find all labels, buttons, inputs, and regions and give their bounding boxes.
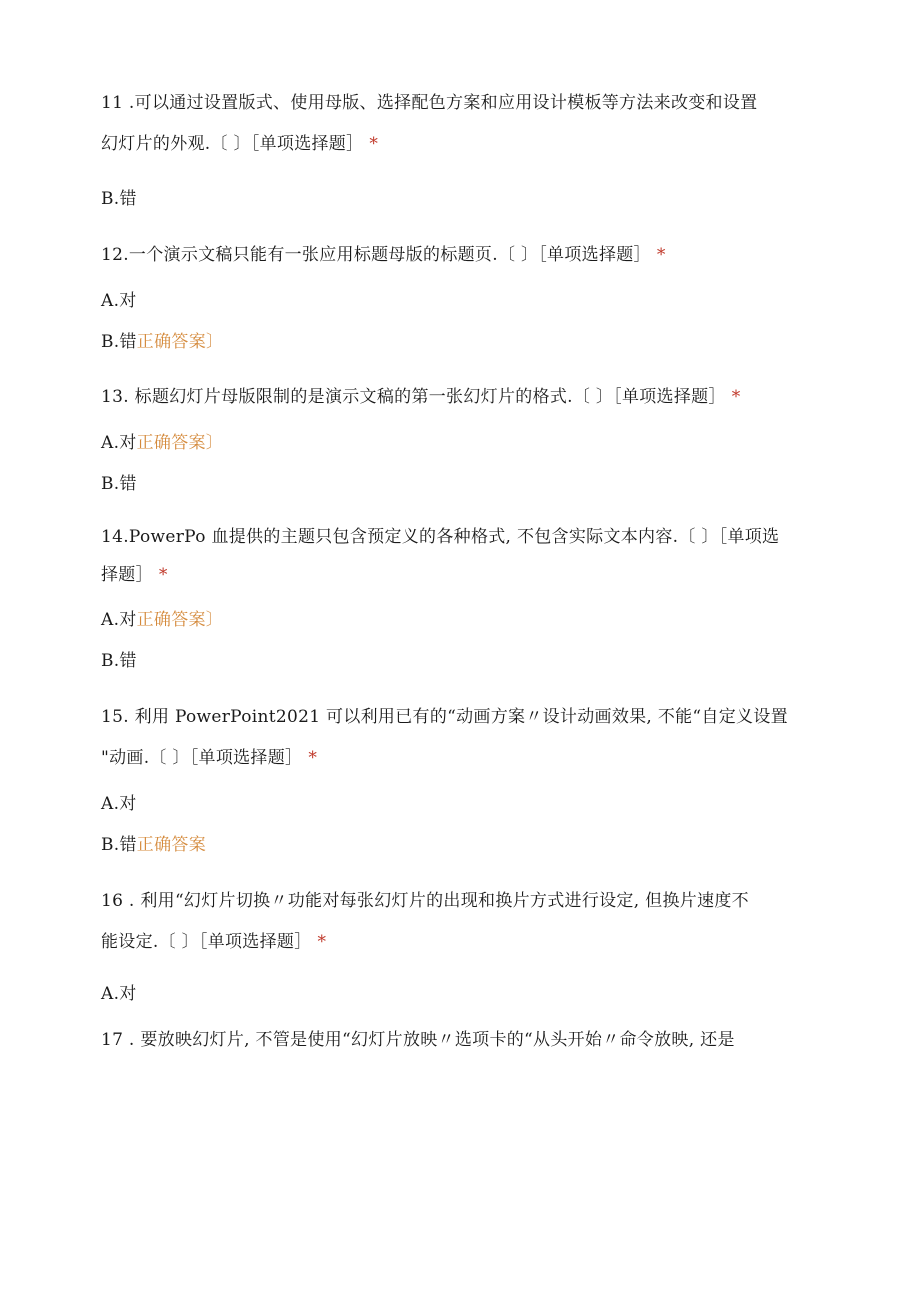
required-star-icon: * (308, 748, 318, 768)
question-17-text-line-1: 17 . 要放映幻灯片, 不管是使用“幻灯片放映〃选项卡的“从头开始〃命令放映, 还是 (101, 1030, 735, 1050)
question-15-text-line-2: "动画.〔 〕［单项选择题］ * (101, 748, 318, 768)
question-11-text-line-2: 幻灯片的外观.〔 〕［单项选择题］ * (101, 134, 379, 154)
correct-answer-label: 正确答案〕 (136, 332, 224, 352)
question-12-option-a[interactable]: A.对 (101, 291, 137, 311)
question-12-text-line-1: 12.一个演示文稿只能有一张应用标题母版的标题页.〔 〕［单项选择题］ * (101, 245, 666, 265)
required-star-icon: * (731, 387, 741, 407)
correct-answer-label: 正确答案 (136, 835, 206, 855)
correct-answer-label: 正确答案〕 (136, 433, 224, 453)
question-16-text-line-2: 能设定.〔 〕［单项选择题］ * (101, 932, 327, 952)
question-13-option-a[interactable]: A.对正确答案〕 (101, 433, 224, 453)
question-14-text-line-1: 14.PowerPo 血提供的主题只包含预定义的各种格式, 不包含实际文本内容.〔 〕［单项选 (101, 527, 780, 547)
question-14-option-b[interactable]: B.错 (101, 651, 137, 671)
required-star-icon: * (317, 932, 327, 952)
required-star-icon: * (158, 565, 168, 585)
required-star-icon: * (656, 245, 666, 265)
question-16-text-line-1: 16 . 利用“幻灯片切换〃功能对每张幻灯片的出现和换片方式进行设定, 但换片速度不 (101, 891, 749, 911)
question-15-option-a[interactable]: A.对 (101, 794, 137, 814)
question-14-text-line-2: 择题］ * (101, 565, 168, 585)
question-13-option-b[interactable]: B.错 (101, 474, 137, 494)
question-15-option-b[interactable]: B.错正确答案 (101, 835, 206, 855)
question-12-option-b[interactable]: B.错正确答案〕 (101, 332, 224, 352)
question-13-text-line-1: 13. 标题幻灯片母版限制的是演示文稿的第一张幻灯片的格式.〔 〕［单项选择题］ * (101, 387, 741, 407)
correct-answer-label: 正确答案〕 (136, 610, 224, 630)
question-15-text-line-1: 15. 利用 PowerPoint2021 可以利用已有的“动画方案〃设计动画效果, 不能“自定义设置 (101, 707, 788, 727)
question-11-text-line-1: 11 .可以通过设置版式、使用母版、选择配色方案和应用设计模板等方法来改变和设置 (101, 93, 758, 113)
required-star-icon: * (369, 134, 379, 154)
question-11-option-b[interactable]: B.错 (101, 189, 137, 209)
question-14-option-a[interactable]: A.对正确答案〕 (101, 610, 224, 630)
question-16-option-a[interactable]: A.对 (101, 984, 137, 1004)
